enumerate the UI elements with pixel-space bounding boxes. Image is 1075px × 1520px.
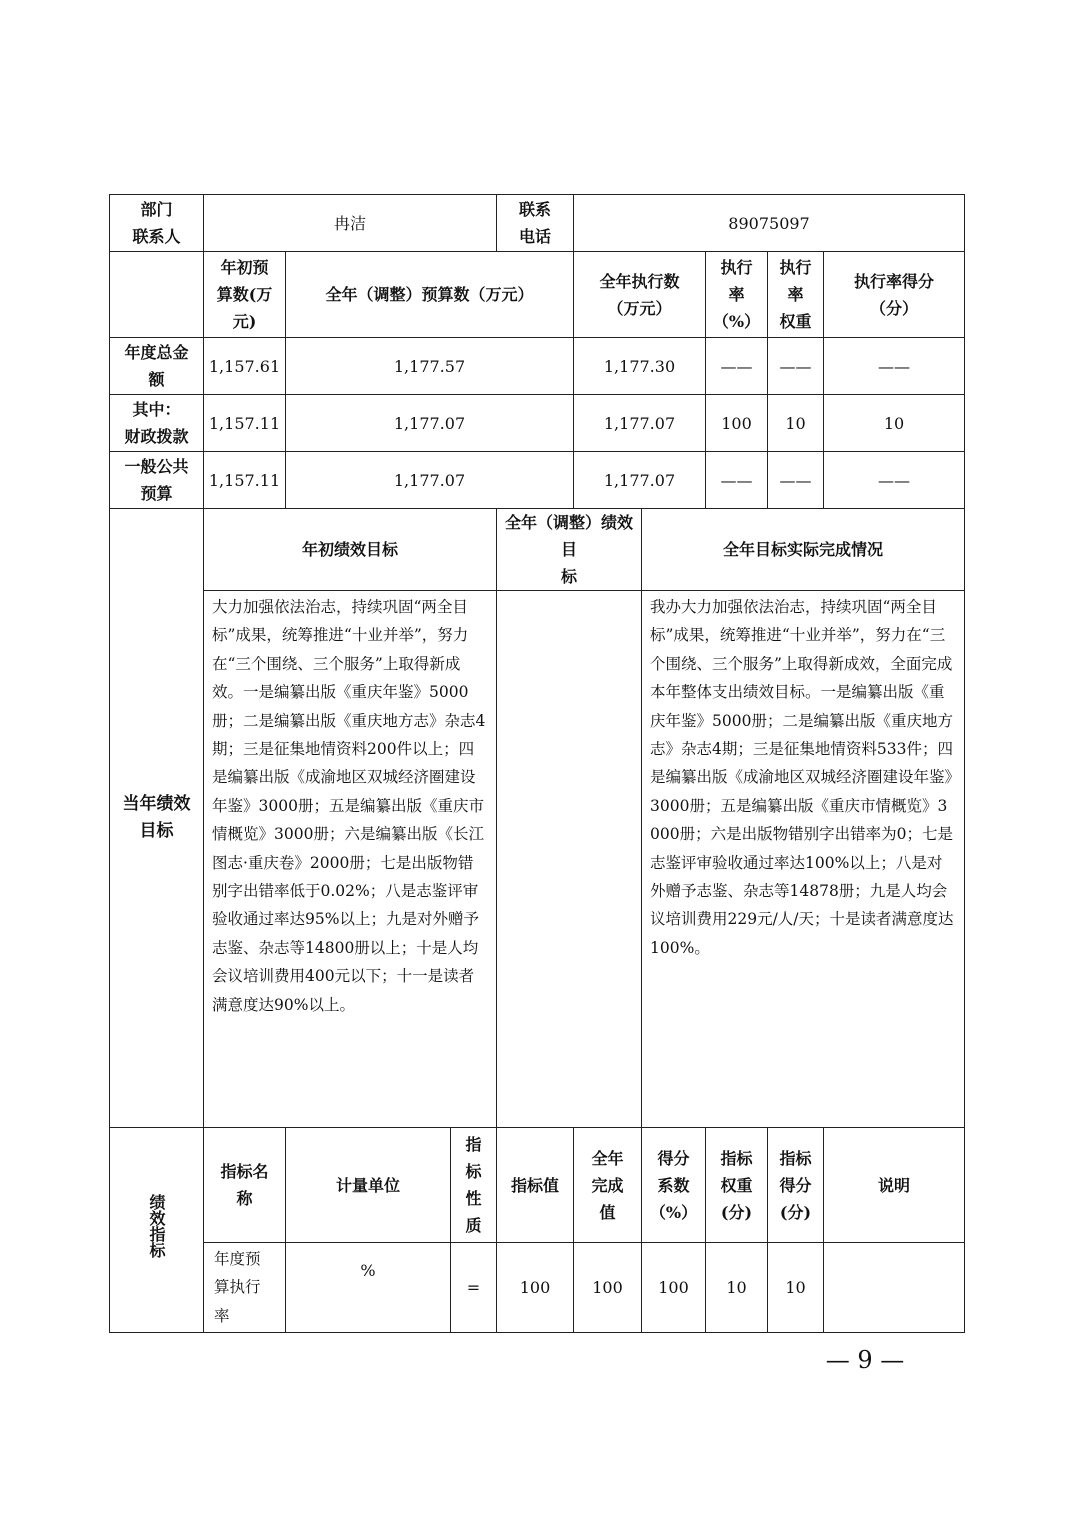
phone-value: 89075097 — [574, 195, 965, 252]
budget-score: 10 — [824, 395, 965, 452]
ind-header-score: 指标 得分 (分) — [768, 1128, 824, 1243]
budget-initial: 1,157.11 — [204, 395, 286, 452]
budget-weight: —— — [768, 452, 824, 509]
budget-row-label: 其中： 财政拨款 — [110, 395, 204, 452]
budget-row-label: 年度总金 额 — [110, 338, 204, 395]
indicators-section-label — [110, 1128, 204, 1333]
budget-initial: 1,157.11 — [204, 452, 286, 509]
budget-weight: 10 — [768, 395, 824, 452]
ind-header-note: 说明 — [824, 1128, 965, 1243]
budget-header-row — [110, 252, 965, 338]
budget-rate: —— — [706, 452, 768, 509]
ind-weight: 10 — [706, 1243, 768, 1333]
ind-header-coef: 得分 系数 （%） — [642, 1128, 706, 1243]
indicator-row — [110, 1243, 965, 1333]
budget-weight: —— — [768, 338, 824, 395]
ind-header-unit: 计量单位 — [286, 1128, 451, 1243]
budget-rate: 100 — [706, 395, 768, 452]
goals-header-initial: 年初绩效目标 — [204, 509, 497, 591]
budget-row — [110, 452, 965, 509]
goals-actual-text: 我办大力加强依法治志，持续巩固“两全目标”成果，统筹推进“十业并举”，努力在“三个围绕、三个服务”上取得新成效，全面完成本年整体支出绩效目标。一是编纂出版《重庆年鉴》5000册；二是编纂出版《重庆地方志》杂志4期；三是征集地情资料533件；四是编纂出版《成渝地区双城经济圈建设年鉴》3000册；五是编纂出版《重庆市情概览》3000册；六是出版物错别字出错率为0；七是志鉴评审验收通过率达100%以上；八是对外赠予志鉴、杂志等14878册；九是人均会议培训费用229元/人/天；十是读者满意度达100%。 — [642, 591, 965, 1128]
ind-name: 年度预 算执行 率 — [204, 1243, 286, 1333]
header-executed: 全年执行数 （万元） — [574, 252, 706, 338]
goals-initial-text: 大力加强依法治志，持续巩固“两全目标”成果，统筹推进“十业并举”，努力在“三个围绕、三个服务”上取得新成效。一是编纂出版《重庆年鉴》5000册；二是编纂出版《重庆地方志》杂志4期；三是征集地情资料200件以上；四是编纂出版《成渝地区双城经济圈建设年鉴》3000册；五是编纂出版《重庆市情概览》3000册；六是编纂出版《长江图志·重庆卷》2000册；七是出版物错别字出错率低于0.02%；八是志鉴评审验收通过率达95%以上；九是对外赠予志鉴、杂志等14800册以上；十是人均会议培训费用400元以下；十一是读者满意度达90%以上。 — [204, 591, 497, 1128]
goals-header-adjusted: 全年（调整）绩效目 标 — [497, 509, 642, 591]
budget-score: —— — [824, 452, 965, 509]
indicators-header-row — [110, 1128, 965, 1243]
ind-completed: 100 — [574, 1243, 642, 1333]
header-exec-rate: 执行 率 （%） — [706, 252, 768, 338]
dept-contact-value: 冉洁 — [204, 195, 497, 252]
goals-adjusted-text — [497, 591, 642, 1128]
budget-row — [110, 395, 965, 452]
dept-contact-label: 部门 联系人 — [110, 195, 204, 252]
ind-header-weight: 指标 权重 (分) — [706, 1128, 768, 1243]
budget-score: —— — [824, 338, 965, 395]
header-exec-weight: 执行 率 权重 — [768, 252, 824, 338]
page-number: — 9 — — [825, 1346, 905, 1374]
ind-note — [824, 1243, 965, 1333]
goals-section-label: 当年绩效 目标 — [110, 509, 204, 1128]
budget-executed: 1,177.07 — [574, 452, 706, 509]
performance-table — [109, 194, 965, 1333]
budget-rate: —— — [706, 338, 768, 395]
header-adjusted-budget: 全年（调整）预算数（万元） — [286, 252, 574, 338]
budget-adjusted: 1,177.07 — [286, 395, 574, 452]
phone-label: 联系 电话 — [497, 195, 574, 252]
budget-executed: 1,177.30 — [574, 338, 706, 395]
ind-unit: % — [286, 1243, 451, 1333]
budget-row-label: 一般公共 预算 — [110, 452, 204, 509]
goals-header-row — [110, 509, 965, 591]
ind-header-name: 指标名 称 — [204, 1128, 286, 1243]
budget-initial: 1,157.61 — [204, 338, 286, 395]
indicators-section-label-text: 绩效指标 — [147, 1194, 166, 1259]
budget-row — [110, 338, 965, 395]
budget-executed: 1,177.07 — [574, 395, 706, 452]
contact-row — [110, 195, 965, 252]
ind-nature: = — [451, 1243, 497, 1333]
ind-header-nature: 指 标 性 质 — [451, 1128, 497, 1243]
ind-score: 10 — [768, 1243, 824, 1333]
header-exec-score: 执行率得分 （分） — [824, 252, 965, 338]
ind-value: 100 — [497, 1243, 574, 1333]
goals-body-row — [110, 591, 965, 1128]
ind-coef: 100 — [642, 1243, 706, 1333]
header-initial-budget: 年初预 算数(万 元) — [204, 252, 286, 338]
budget-adjusted: 1,177.07 — [286, 452, 574, 509]
goals-header-actual: 全年目标实际完成情况 — [642, 509, 965, 591]
budget-adjusted: 1,177.57 — [286, 338, 574, 395]
ind-header-completed: 全年 完成 值 — [574, 1128, 642, 1243]
ind-header-value: 指标值 — [497, 1128, 574, 1243]
